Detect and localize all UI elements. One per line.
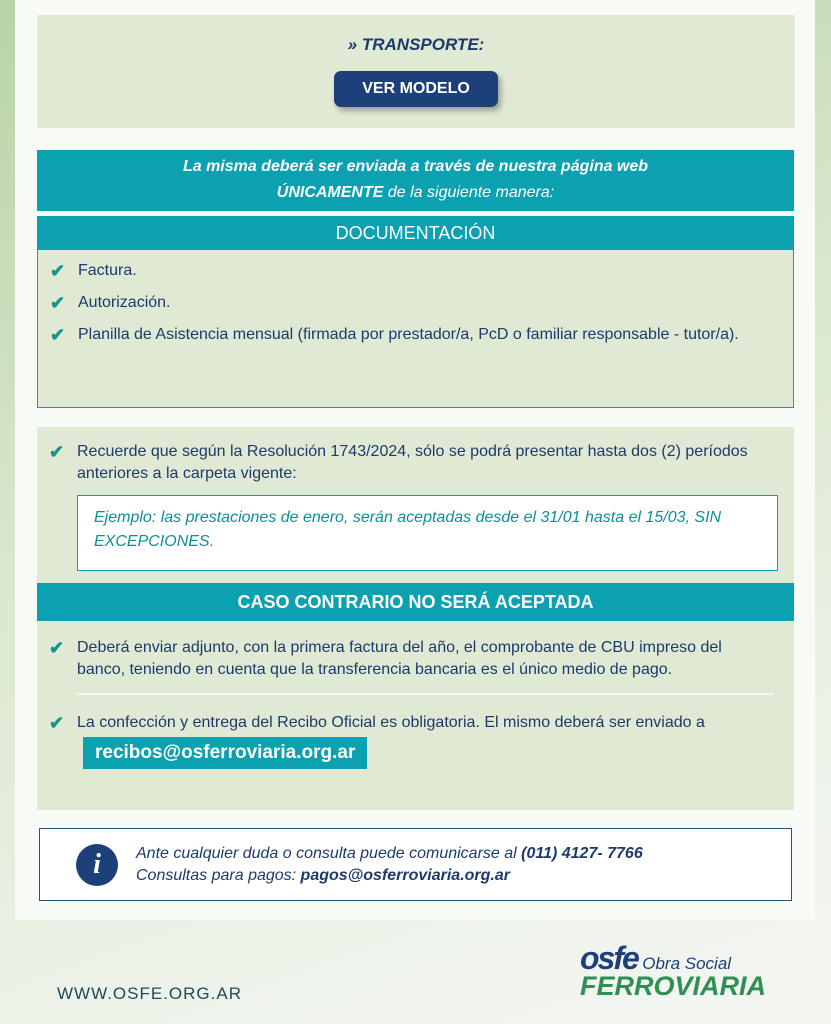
info-text [136,843,643,887]
item-text: Deberá enviar adjunto, con la primera factura del año, el comprobante de CBU impreso del banco, teniendo en cuenta que la transferencia bancaria es el único medio de pago. [77,639,722,678]
info-box [39,828,792,901]
transporte-section [37,15,795,128]
documentacion-list [37,250,794,408]
header-line-1: La misma deberá ser enviada a través de nuestra página web [182,158,649,175]
recibo-text: La confección y entrega del Recibo Oficial es obligatoria. El mismo deberá ser enviado a [77,714,705,731]
list-item [49,709,794,769]
example-box: Ejemplo: las prestaciones de enero, serán aceptadas desde el 31/01 hasta el 15/03, SIN EXCEPCIONES. [77,495,778,571]
osfe-logo [580,940,766,1002]
phone-number[interactable]: (011) 4127- 7766 [521,844,643,862]
item-text [77,709,784,769]
check-icon: ✔ [49,638,65,658]
item-text: Planilla de Asistencia mensual (firmada por prestador/a, PcD o familiar responsable - tutor/a). [78,326,739,343]
header-line-2-rest: de la siguiente manera: [383,184,555,201]
check-icon: ✔ [49,442,65,462]
logo-obra-social: Obra Social [642,954,732,973]
item-text: Factura. [78,262,137,279]
list-item [50,324,793,346]
item-text: Recuerde que según la Resolución 1743/2024, sólo se podrá presentar hasta dos (2) períodos anteriores a la carpeta vigente: [77,443,748,482]
transporte-title: » TRANSPORTE: [347,35,485,54]
caso-contrario-title: CASO CONTRARIO NO SERÁ ACEPTADA [37,583,794,621]
info-line-1: Ante cualquier duda o consulta puede comunicarse al [136,844,522,862]
recibos-email-link[interactable]: recibos@osferroviaria.org.ar [83,737,367,769]
documentacion-title: DOCUMENTACIÓN [37,216,794,251]
list-item [49,637,794,681]
logo-osfe: osfe [580,940,638,976]
info-icon: i [76,844,118,886]
ver-modelo-button[interactable]: VER MODELO [334,71,498,107]
check-icon: ✔ [50,325,66,345]
list-item [50,260,793,282]
resolucion-section [37,427,794,810]
instructions-header [37,150,794,211]
logo-ferroviaria: FERROVIARIA [580,971,767,1001]
header-line-2 [37,180,794,206]
check-icon: ✔ [50,293,66,313]
list-item [50,292,793,314]
divider [77,693,774,695]
pagos-email-link[interactable]: pagos@osferroviaria.org.ar [300,866,510,884]
check-icon: ✔ [49,713,65,733]
check-icon: ✔ [50,261,66,281]
item-text: Autorización. [78,294,171,311]
website-link[interactable]: WWW.OSFE.ORG.AR [57,984,242,1003]
unicamente: ÚNICAMENTE [276,184,384,201]
list-item [49,441,794,485]
info-line-2: Consultas para pagos: [136,866,301,884]
